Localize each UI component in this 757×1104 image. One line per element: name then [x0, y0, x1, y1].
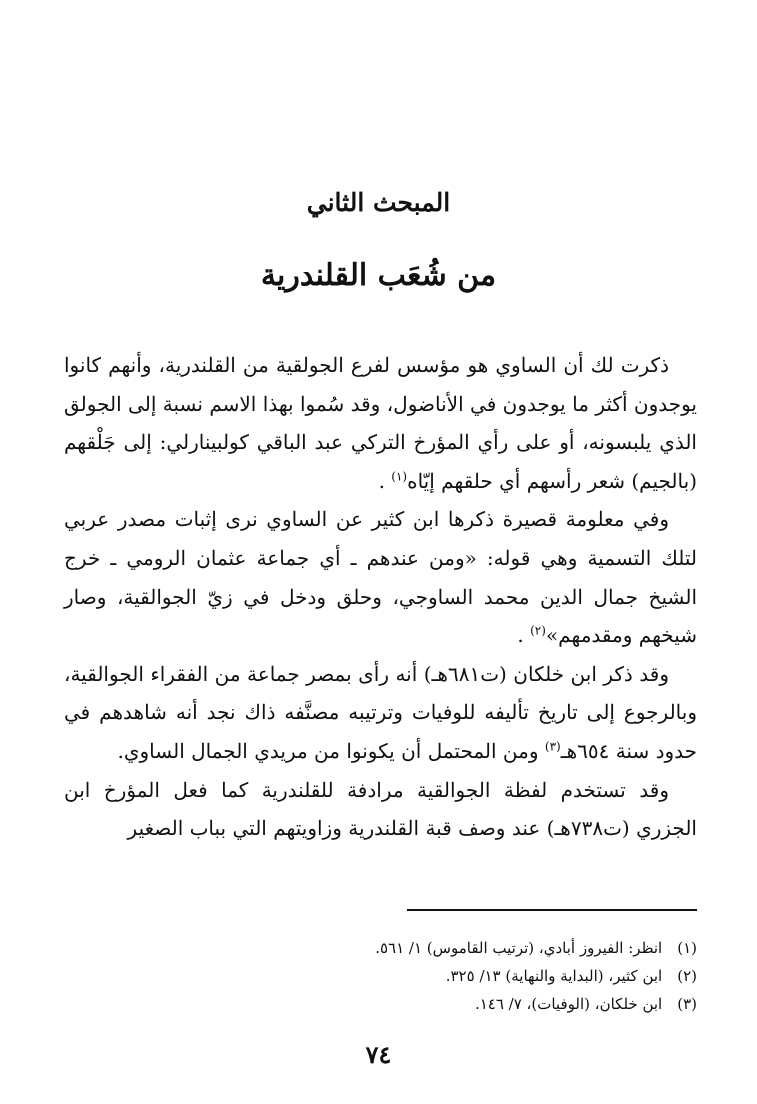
paragraph-2: وفي معلومة قصيرة ذكرها ابن كثير عن الساوي نرى إثبات مصدر عربي لتلك التسمية وهي قوله: «ومن عندهم ـ أي جماعة عثمان الرومي ـ خرج الشيخ جمال الدين محمد الساوجي، وحلق ودخل في زيّ الجوالقية، وصار شيخهم ومقدمهم»$^{(٢)}$ .: [64, 507, 697, 648]
footnote-ref-2[interactable]: (٢): [530, 623, 546, 638]
section-title: المبحث الثاني: [306, 188, 451, 217]
footnote-number: (٢): [677, 967, 697, 985]
footnote-3: [64, 990, 697, 1018]
section-subtitle: من شُعَب القلندرية: [260, 258, 497, 293]
footnote-ref-3[interactable]: (٣): [544, 739, 561, 754]
footnotes-list: [64, 934, 697, 1018]
body-text: [64, 346, 697, 848]
footnote-number: (٣): [677, 995, 697, 1013]
footnote-2: [64, 962, 697, 990]
paragraph-3: وقد ذكر ابن خلكان (ت٦٨١هـ) أنه رأى بمصر جماعة من الفقراء الجوالقية، وبالرجوع إلى تاريخ تأليفه للوفيات وترتيبه مصنَّفه ذاك نجد أنه شاهدهم في حدود سنة ٦٥٤هـ$^{(٣)}$ ومن المحتمل أن يكونوا من مريدي الجمال الساوي.: [64, 661, 697, 763]
footnote-separator: [407, 909, 697, 911]
footnote-1: [64, 934, 697, 962]
footnote-ref-1[interactable]: (١): [391, 469, 408, 484]
page-number: ٧٤: [365, 1040, 392, 1069]
footnote-number: (١): [677, 939, 697, 957]
footnote-text: ابن خلكان، (الوفيات)، ٧/ ١٤٦.: [474, 995, 663, 1013]
footnote-text: انظر: الفيروز أبادي، (ترتيب القاموس) ١/ ٥٦١.: [375, 939, 663, 957]
paragraph-4: وقد تستخدم لفظة الجوالقية مرادفة للقلندرية كما فعل المؤرخ ابن الجزري (ت٧٣٨هـ) عند وصف قبة القلندرية وزاويتهم التي بباب الصغير: [64, 777, 697, 841]
footnote-text: ابن كثير، (البداية والنهاية) ١٣/ ٣٢٥.: [445, 967, 663, 985]
paragraph-1: ذكرت لك أن الساوي هو مؤسس لفرع الجولقية من القلندرية، وأنهم كانوا يوجدون أكثر ما يوجدون في الأناضول، وقد سُموا بهذا الاسم نسبة إلى الجولق الذي يلبسونه، أو على رأي المؤرخ التركي عبد الباقي كولبينارلي: إلى جَلْقهم (بالجيم) شعر رأسهم أي حلقهم إيّاه$^{(١)}$ .: [64, 353, 697, 493]
